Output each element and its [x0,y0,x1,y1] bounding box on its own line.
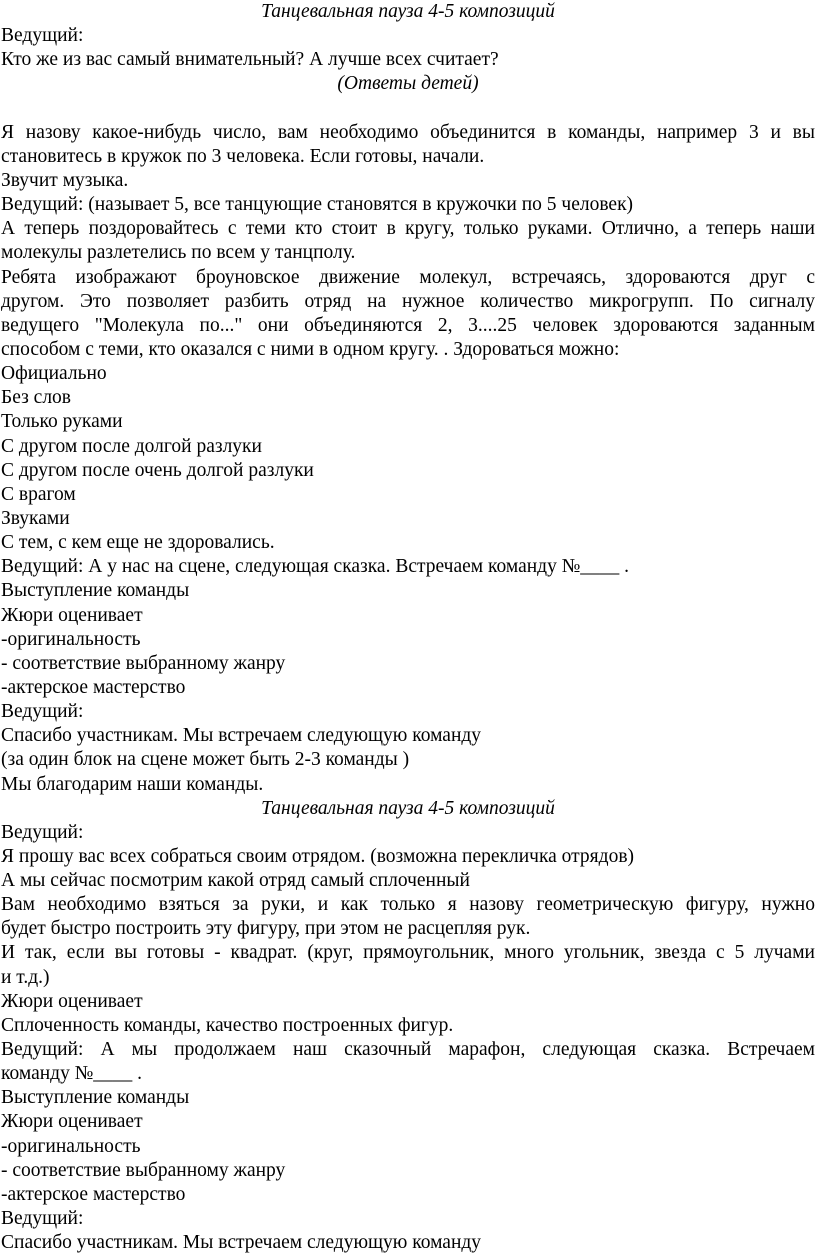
text-line: (за один блок на сцене может быть 2-3 команды ) [1,749,410,771]
list-item: Официально [1,363,107,385]
text-line: Я прошу вас всех собраться своим отрядом. (возможна перекличка отрядов) [1,845,635,867]
text-line: Ведущий: [1,1208,84,1230]
text-line: Ведущий: А у нас на сцене, следующая сказка. Встречаем команду №____ . [1,556,630,578]
text-line: Спасибо участникам. Мы встречаем следующую команду [1,725,482,747]
list-item: С другом после долгой разлуки [1,435,262,457]
text-line: Ведущий: (называет 5, все танцующие становятся в кружочки по 5 человек) [1,194,634,216]
text-line: Вам необходимо взяться за руки, и как только я назову геометрическую фигуру, нужно [1,894,815,916]
text-line: способом с теми, кто оказался с ними в одном кругу. . Здороваться можно: [1,338,620,360]
list-item: С врагом [1,483,76,505]
text-line: Ведущий: [1,821,84,843]
text-line: Жюри оценивает [1,1111,143,1133]
list-item: - соответствие выбранному жанру [1,1159,286,1181]
text-line: ведущего "Молекула по..." они объединяются 2, 3....25 человек здороваются заданным [1,314,815,336]
text-line: Звучит музыка. [1,169,129,191]
list-item: Без слов [1,387,72,409]
text-line: Мы благодарим наши команды. [1,773,264,795]
text-line: Жюри оценивает [1,604,143,626]
list-item: Только руками [1,411,123,433]
text-line: будет быстро построить эту фигуру, при этом не расцепляя рук. [1,918,531,940]
text-line: Ведущий: [1,701,84,723]
text-line: другом. Это позволяет разбить отряд на нужное количество микрогрупп. По сигналу [1,290,815,312]
list-item: С тем, с кем еще не здоровались. [1,532,275,554]
text-line: Ведущий: А мы продолжаем наш сказочный марафон, следующая сказка. Встречаем [1,1039,815,1061]
text-line: Кто же из вас самый внимательный? А лучше всех считает? [1,49,499,71]
list-item: -актерское мастерство [1,676,186,698]
text-line: команду №____ . [1,1063,143,1085]
list-item: С другом после очень долгой разлуки [1,459,314,481]
section-heading: Танцевальная пауза 4-5 композиций [261,797,555,819]
text-line: и т.д.) [1,966,50,988]
section-heading: Танцевальная пауза 4-5 композиций [261,1,555,22]
list-item: - соответствие выбранному жанру [1,652,286,674]
text-line: Ведущий: [1,25,84,47]
blank-line [1,97,815,121]
text-line: Ребята изображают броуновское движение молекул, встречаясь, здороваются друг с [1,266,815,288]
list-item: -оригинальность [1,628,141,650]
text-line: Я назову какое-нибудь число, вам необходимо объединится в команды, например 3 и вы [1,121,815,143]
document-page [1,0,815,1255]
text-line: И так, если вы готовы - квадрат. (круг, прямоугольник, много угольник, звезда с 5 лучами [1,942,815,964]
text-line: А мы сейчас посмотрим какой отряд самый сплоченный [1,870,470,892]
text-line: молекулы разлетелись по всем у танцполу. [1,242,356,264]
text-line: А теперь поздоровайтесь с теми кто стоит в кругу, только руками. Отлично, а теперь наши [1,218,815,240]
text-line: становитесь в кружок по 3 человека. Если готовы, начали. [1,145,485,167]
list-item: -оригинальность [1,1135,141,1157]
text-line: Спасибо участникам. Мы встречаем следующую команду [1,1232,482,1254]
text-line: Жюри оценивает [1,990,143,1012]
text-line: Выступление команды [1,580,190,602]
stage-direction: (Ответы детей) [337,73,479,95]
text-line: Сплоченность команды, качество построенных фигур. [1,1014,454,1036]
list-item: -актерское мастерство [1,1183,186,1205]
list-item: Звуками [1,507,70,529]
text-line: Выступление команды [1,1087,190,1109]
